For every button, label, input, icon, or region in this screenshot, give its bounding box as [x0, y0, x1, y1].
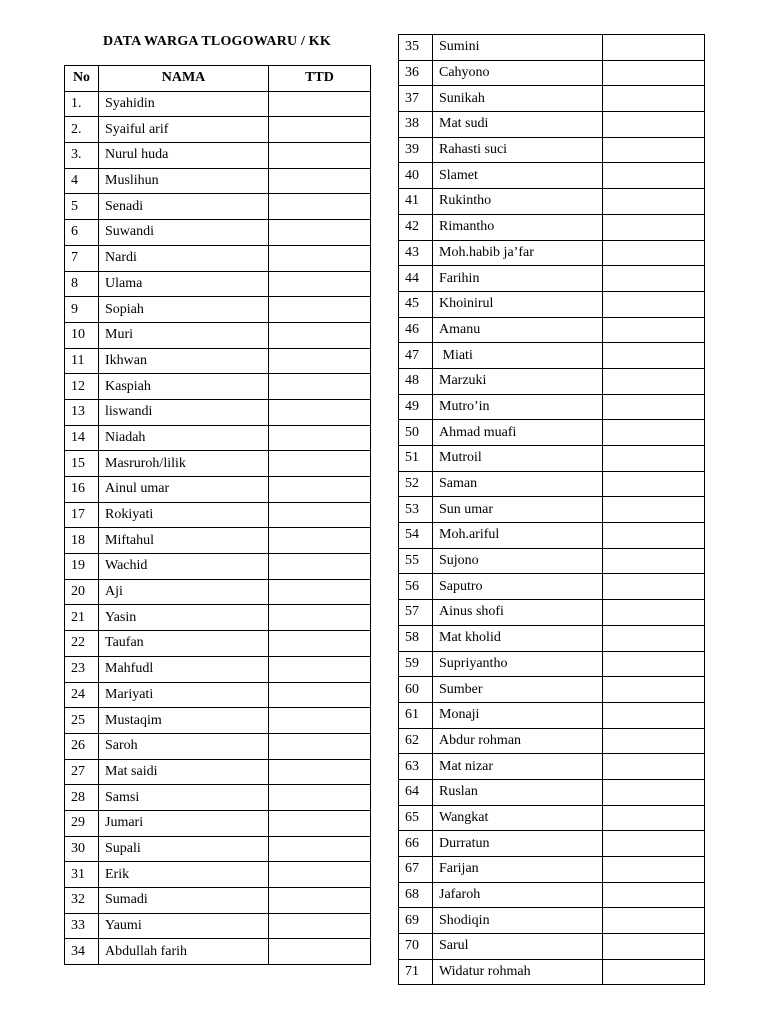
table-row: [399, 471, 705, 497]
signature-cell: [603, 163, 705, 189]
resident-name: Marzuki: [433, 368, 603, 394]
resident-name: Yaumi: [99, 913, 269, 939]
row-number: 66: [399, 831, 433, 857]
table-row: [399, 266, 705, 292]
table-body-left: [65, 91, 371, 964]
signature-cell: [269, 220, 371, 246]
table-row: [399, 446, 705, 472]
row-number: 23: [65, 656, 99, 682]
row-number: 1.: [65, 91, 99, 117]
signature-cell: [603, 908, 705, 934]
table-row: [399, 317, 705, 343]
signature-cell: [269, 245, 371, 271]
resident-name: Widatur rohmah: [433, 959, 603, 985]
signature-cell: [269, 862, 371, 888]
row-number: 35: [399, 35, 433, 61]
resident-name: Jafaroh: [433, 882, 603, 908]
table-row: [399, 779, 705, 805]
signature-cell: [603, 523, 705, 549]
table-row: [399, 625, 705, 651]
signature-cell: [603, 112, 705, 138]
row-number: 2.: [65, 117, 99, 143]
signature-cell: [603, 137, 705, 163]
signature-cell: [603, 934, 705, 960]
row-number: 50: [399, 420, 433, 446]
resident-name: Muri: [99, 322, 269, 348]
table-row: [399, 368, 705, 394]
signature-cell: [269, 785, 371, 811]
table-row: [65, 528, 371, 554]
signature-cell: [603, 600, 705, 626]
row-number: 30: [65, 836, 99, 862]
row-number: 21: [65, 605, 99, 631]
signature-cell: [269, 656, 371, 682]
resident-name: Suwandi: [99, 220, 269, 246]
table-row: [399, 831, 705, 857]
table-row: [65, 91, 371, 117]
signature-cell: [269, 451, 371, 477]
row-number: 4: [65, 168, 99, 194]
table-row: [399, 908, 705, 934]
row-number: 18: [65, 528, 99, 554]
resident-name: Erik: [99, 862, 269, 888]
signature-cell: [269, 425, 371, 451]
signature-cell: [269, 939, 371, 965]
signature-cell: [603, 959, 705, 985]
resident-name: Syahidin: [99, 91, 269, 117]
resident-name: Sarul: [433, 934, 603, 960]
resident-name: Aji: [99, 579, 269, 605]
row-number: 27: [65, 759, 99, 785]
header-name: NAMA: [99, 66, 269, 92]
resident-name: Nurul huda: [99, 143, 269, 169]
row-number: 8: [65, 271, 99, 297]
table-row: [399, 728, 705, 754]
table-row: [399, 651, 705, 677]
table-row: [65, 194, 371, 220]
signature-cell: [269, 579, 371, 605]
row-number: 42: [399, 214, 433, 240]
table-row: [399, 497, 705, 523]
resident-name: Sumber: [433, 677, 603, 703]
row-number: 39: [399, 137, 433, 163]
resident-name: Samsi: [99, 785, 269, 811]
row-number: 3.: [65, 143, 99, 169]
resident-name: Durratun: [433, 831, 603, 857]
signature-cell: [269, 117, 371, 143]
signature-cell: [269, 271, 371, 297]
row-number: 67: [399, 857, 433, 883]
resident-name: Mat kholid: [433, 625, 603, 651]
resident-name: Ulama: [99, 271, 269, 297]
row-number: 56: [399, 574, 433, 600]
row-number: 59: [399, 651, 433, 677]
row-number: 37: [399, 86, 433, 112]
resident-name: Supriyantho: [433, 651, 603, 677]
table-row: [399, 934, 705, 960]
signature-cell: [269, 913, 371, 939]
table-row: [65, 888, 371, 914]
signature-cell: [603, 754, 705, 780]
resident-name: Cahyono: [433, 60, 603, 86]
resident-name: Farihin: [433, 266, 603, 292]
resident-name: Moh.ariful: [433, 523, 603, 549]
resident-name: Nardi: [99, 245, 269, 271]
resident-name: liswandi: [99, 399, 269, 425]
signature-cell: [603, 548, 705, 574]
signature-cell: [269, 810, 371, 836]
table-row: [65, 759, 371, 785]
signature-cell: [603, 214, 705, 240]
signature-cell: [269, 759, 371, 785]
row-number: 63: [399, 754, 433, 780]
signature-cell: [603, 497, 705, 523]
table-row: [65, 785, 371, 811]
resident-name: Syaiful arif: [99, 117, 269, 143]
signature-cell: [269, 168, 371, 194]
signature-cell: [603, 831, 705, 857]
table-row: [65, 502, 371, 528]
table-row: [399, 343, 705, 369]
resident-name: Rukintho: [433, 189, 603, 215]
row-number: 29: [65, 810, 99, 836]
table-row: [65, 322, 371, 348]
row-number: 64: [399, 779, 433, 805]
row-number: 51: [399, 446, 433, 472]
resident-name: Khoinirul: [433, 291, 603, 317]
resident-name: Yasin: [99, 605, 269, 631]
signature-cell: [269, 374, 371, 400]
table-row: [399, 754, 705, 780]
resident-name: Ainus shofi: [433, 600, 603, 626]
resident-name: Shodiqin: [433, 908, 603, 934]
resident-name: Slamet: [433, 163, 603, 189]
row-number: 46: [399, 317, 433, 343]
row-number: 20: [65, 579, 99, 605]
signature-cell: [269, 502, 371, 528]
table-row: [399, 857, 705, 883]
resident-name: Abdur rohman: [433, 728, 603, 754]
table-row: [399, 35, 705, 61]
resident-name: Rokiyati: [99, 502, 269, 528]
row-number: 19: [65, 554, 99, 580]
signature-cell: [269, 888, 371, 914]
row-number: 16: [65, 477, 99, 503]
row-number: 49: [399, 394, 433, 420]
signature-cell: [603, 651, 705, 677]
row-number: 5: [65, 194, 99, 220]
signature-cell: [603, 805, 705, 831]
resident-name: Monaji: [433, 702, 603, 728]
resident-name: Kaspiah: [99, 374, 269, 400]
table-row: [399, 214, 705, 240]
resident-name: Mutro’in: [433, 394, 603, 420]
table-row: [65, 913, 371, 939]
row-number: 10: [65, 322, 99, 348]
row-number: 31: [65, 862, 99, 888]
table-row: [399, 189, 705, 215]
signature-cell: [603, 343, 705, 369]
row-number: 28: [65, 785, 99, 811]
row-number: 40: [399, 163, 433, 189]
row-number: 43: [399, 240, 433, 266]
table-row: [399, 420, 705, 446]
table-row: [65, 117, 371, 143]
table-row: [65, 168, 371, 194]
resident-name: Rimantho: [433, 214, 603, 240]
signature-cell: [269, 322, 371, 348]
row-number: 22: [65, 631, 99, 657]
table-body-right: [399, 35, 705, 985]
table-row: [65, 297, 371, 323]
signature-cell: [269, 143, 371, 169]
signature-cell: [269, 733, 371, 759]
table-row: [399, 163, 705, 189]
table-row: [399, 600, 705, 626]
row-number: 25: [65, 708, 99, 734]
row-number: 12: [65, 374, 99, 400]
resident-name: Ruslan: [433, 779, 603, 805]
header-ttd: TTD: [269, 66, 371, 92]
table-row: [399, 702, 705, 728]
table-row: [399, 112, 705, 138]
signature-cell: [603, 779, 705, 805]
table-row: [65, 245, 371, 271]
row-number: 53: [399, 497, 433, 523]
signature-cell: [269, 605, 371, 631]
resident-name: Mutroil: [433, 446, 603, 472]
signature-cell: [269, 528, 371, 554]
signature-cell: [603, 368, 705, 394]
resident-name: Mat saidi: [99, 759, 269, 785]
row-number: 55: [399, 548, 433, 574]
signature-cell: [603, 420, 705, 446]
table-row: [65, 399, 371, 425]
row-number: 52: [399, 471, 433, 497]
signature-cell: [269, 194, 371, 220]
table-row: [65, 477, 371, 503]
table-row: [65, 708, 371, 734]
resident-name: Sumini: [433, 35, 603, 61]
table-row: [65, 374, 371, 400]
resident-table-right: [398, 34, 705, 985]
signature-cell: [269, 477, 371, 503]
resident-name: Wangkat: [433, 805, 603, 831]
table-row: [399, 86, 705, 112]
signature-cell: [603, 394, 705, 420]
table-row: [65, 939, 371, 965]
row-number: 58: [399, 625, 433, 651]
signature-cell: [269, 836, 371, 862]
row-number: 9: [65, 297, 99, 323]
signature-cell: [269, 631, 371, 657]
row-number: 34: [65, 939, 99, 965]
resident-name: Sujono: [433, 548, 603, 574]
table-row: [65, 733, 371, 759]
signature-cell: [603, 189, 705, 215]
resident-name: Wachid: [99, 554, 269, 580]
resident-name: Sun umar: [433, 497, 603, 523]
table-header-row: [65, 66, 371, 92]
row-number: 47: [399, 343, 433, 369]
signature-cell: [603, 882, 705, 908]
signature-cell: [603, 291, 705, 317]
resident-name: Mariyati: [99, 682, 269, 708]
row-number: 44: [399, 266, 433, 292]
table-row: [65, 836, 371, 862]
table-row: [399, 882, 705, 908]
signature-cell: [269, 708, 371, 734]
signature-cell: [603, 625, 705, 651]
resident-name: Ahmad muafi: [433, 420, 603, 446]
signature-cell: [269, 91, 371, 117]
signature-cell: [269, 554, 371, 580]
row-number: 11: [65, 348, 99, 374]
table-row: [399, 394, 705, 420]
signature-cell: [603, 86, 705, 112]
row-number: 14: [65, 425, 99, 451]
resident-name: Amanu: [433, 317, 603, 343]
row-number: 57: [399, 600, 433, 626]
table-row: [65, 656, 371, 682]
row-number: 15: [65, 451, 99, 477]
signature-cell: [603, 728, 705, 754]
row-number: 36: [399, 60, 433, 86]
signature-cell: [269, 399, 371, 425]
table-row: [65, 862, 371, 888]
resident-name: Ainul umar: [99, 477, 269, 503]
document-title: DATA WARGA TLOGOWARU / KK: [102, 34, 331, 49]
table-row: [399, 291, 705, 317]
row-number: 6: [65, 220, 99, 246]
resident-name: Niadah: [99, 425, 269, 451]
table-row: [399, 523, 705, 549]
resident-name: Saroh: [99, 733, 269, 759]
row-number: 71: [399, 959, 433, 985]
resident-name: Miati: [433, 343, 603, 369]
signature-cell: [603, 60, 705, 86]
table-row: [65, 810, 371, 836]
signature-cell: [603, 266, 705, 292]
resident-name: Senadi: [99, 194, 269, 220]
table-row: [399, 60, 705, 86]
row-number: 13: [65, 399, 99, 425]
resident-name: Abdullah farih: [99, 939, 269, 965]
table-row: [65, 271, 371, 297]
table-row: [65, 631, 371, 657]
resident-name: Miftahul: [99, 528, 269, 554]
resident-name: Mat nizar: [433, 754, 603, 780]
row-number: 38: [399, 112, 433, 138]
resident-name: Supali: [99, 836, 269, 862]
table-row: [65, 554, 371, 580]
table-row: [65, 348, 371, 374]
resident-name: Farijan: [433, 857, 603, 883]
resident-table-left: [64, 65, 371, 965]
table-row: [399, 137, 705, 163]
table-row: [65, 451, 371, 477]
signature-cell: [603, 702, 705, 728]
resident-name: Moh.habib ja’far: [433, 240, 603, 266]
row-number: 48: [399, 368, 433, 394]
resident-name: Masruroh/lilik: [99, 451, 269, 477]
resident-name: Saman: [433, 471, 603, 497]
signature-cell: [603, 317, 705, 343]
table-row: [399, 548, 705, 574]
row-number: 7: [65, 245, 99, 271]
row-number: 61: [399, 702, 433, 728]
signature-cell: [603, 35, 705, 61]
resident-name: Jumari: [99, 810, 269, 836]
row-number: 33: [65, 913, 99, 939]
resident-name: Muslihun: [99, 168, 269, 194]
row-number: 62: [399, 728, 433, 754]
row-number: 69: [399, 908, 433, 934]
table-row: [399, 240, 705, 266]
table-row: [399, 805, 705, 831]
resident-name: Mustaqim: [99, 708, 269, 734]
row-number: 65: [399, 805, 433, 831]
signature-cell: [603, 677, 705, 703]
row-number: 24: [65, 682, 99, 708]
signature-cell: [269, 348, 371, 374]
row-number: 45: [399, 291, 433, 317]
header-no: No: [65, 66, 99, 92]
signature-cell: [603, 574, 705, 600]
signature-cell: [603, 471, 705, 497]
table-row: [65, 425, 371, 451]
signature-cell: [603, 857, 705, 883]
row-number: 54: [399, 523, 433, 549]
resident-name: Sopiah: [99, 297, 269, 323]
table-row: [399, 574, 705, 600]
table-row: [399, 677, 705, 703]
row-number: 41: [399, 189, 433, 215]
row-number: 17: [65, 502, 99, 528]
table-row: [65, 220, 371, 246]
signature-cell: [269, 297, 371, 323]
row-number: 68: [399, 882, 433, 908]
resident-name: Saputro: [433, 574, 603, 600]
resident-name: Sunikah: [433, 86, 603, 112]
table-row: [65, 605, 371, 631]
resident-name: Ikhwan: [99, 348, 269, 374]
signature-cell: [603, 446, 705, 472]
row-number: 60: [399, 677, 433, 703]
signature-cell: [269, 682, 371, 708]
row-number: 70: [399, 934, 433, 960]
signature-cell: [603, 240, 705, 266]
resident-name: Rahasti suci: [433, 137, 603, 163]
resident-name: Taufan: [99, 631, 269, 657]
resident-name: Mat sudi: [433, 112, 603, 138]
table-row: [65, 579, 371, 605]
resident-name: Mahfudl: [99, 656, 269, 682]
table-row: [399, 959, 705, 985]
resident-name: Sumadi: [99, 888, 269, 914]
row-number: 32: [65, 888, 99, 914]
table-row: [65, 682, 371, 708]
row-number: 26: [65, 733, 99, 759]
table-row: [65, 143, 371, 169]
